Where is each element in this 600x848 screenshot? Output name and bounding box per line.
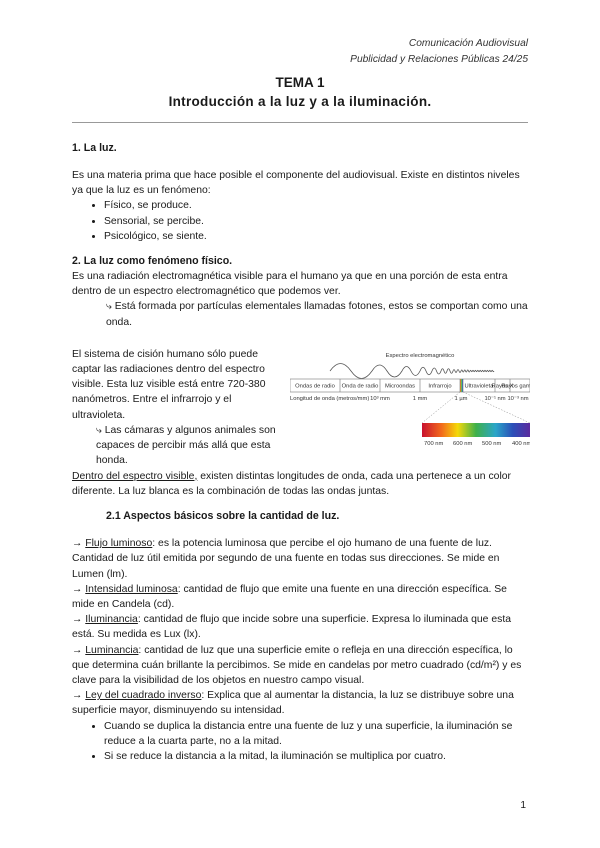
list-item: • Sensorial, se percibe. [104, 214, 530, 229]
section-2-heading: 2. La luz como fenómeno físico. [72, 255, 233, 268]
spectrum-text [72, 347, 282, 469]
inverse-square-list [72, 719, 530, 765]
page-number: 1 [520, 800, 526, 811]
term: Ley del cuadrado inverso [85, 690, 202, 702]
definition-text: : cantidad de luz que una superficie emite o refleja en una dirección específica, lo que determina cuán brillante la percibimos. Se mide en candelas por metro cuadrado (cd/m²) y es clave para la visibilidad de los objetos en nuestro campo visual. [72, 644, 522, 687]
scale-label: 1 µm [454, 395, 468, 402]
term: Iluminancia [85, 614, 138, 626]
section-2-paragraph: Es una radiación electromagnética visible para el humano ya que en una porción de esta entra dentro de un espectro electromagnético que podemos ver. [72, 271, 508, 298]
term: Luminancia [85, 644, 139, 656]
scale-label: 1 mm [412, 395, 428, 402]
definition-text: : cantidad de flujo que emite una fuente en una dirección específica. Se mide en Candela (cd). [72, 583, 507, 611]
page-header [350, 36, 528, 68]
main-content [72, 140, 530, 764]
title-divider [72, 122, 528, 123]
scale-label: 10³ mm [370, 395, 390, 402]
degree-name: Publicidad y Relaciones Públicas 24/25 [350, 54, 528, 65]
arrow-icon: → [72, 690, 86, 702]
band-label: Ondas de radio [295, 383, 335, 390]
visible-label: 600 nm [453, 440, 473, 447]
visible-label: 500 nm [482, 440, 502, 447]
list-item: • Físico, se produce. [104, 198, 530, 213]
arrow-icon: → [72, 538, 86, 550]
paragraph-text: existen distintas longitudes de onda, cada una pertenece a un color diferente. La luz blanca es la combinación de todas las ondas juntas. [72, 470, 511, 498]
definition-text: : cantidad de flujo que incide sobre una superficie. Expresa lo iluminada que esta está. Su medida es Lux (lx). [72, 614, 511, 641]
band-label: Rayos X [491, 383, 514, 390]
spectrum-paragraph: El sistema de cisión humano sólo puede captar las radiaciones dentro del espectro visible. Esta luz visible está entre 720-380 nanómetros. Entre el infrarrojo y el ultravioleta. [72, 348, 266, 421]
definition-item [72, 612, 530, 642]
list-item: • Cuando se duplica la distancia entre una fuente de luz y una superficie, la iluminación se reduce a la cuarta parte, no a la mitad. [104, 719, 530, 749]
page-subtitle: Introducción a la luz y a la iluminación. [168, 94, 432, 109]
section-1-list [72, 198, 530, 244]
visible-label: 400 nm [512, 440, 530, 447]
list-item: • Psicológico, se siente. [104, 229, 530, 244]
wave-line [330, 363, 494, 378]
section-2-1-heading: 2.1 Aspectos básicos sobre la cantidad de luz. [106, 510, 340, 523]
definition-item [72, 536, 530, 582]
term: Intensidad luminosa [85, 583, 178, 595]
section-1-paragraph: Es una materia prima que hace posible el componente del audiovisual. Existe en distintos niveles ya que la luz es un fenómeno: [72, 170, 520, 197]
definition-item [72, 643, 530, 689]
definition-text: : Explica que al aumentar la distancia, la luz se distribuye sobre una superficie mayor, disminuyendo su intensidad. [72, 690, 514, 717]
spectrum-block [72, 347, 530, 469]
list-item: • Si se reduce la distancia a la mitad, la iluminación se multiplica por cuatro. [104, 749, 530, 764]
band-label: Infrarrojo [428, 383, 452, 390]
definition-text: : es la potencia luminosa que percibe el ojo humano de una fuente de luz. Cantidad de luz útil emitida por segundo de una fuente en todas sus direcciones. Se mide en Lumen (lm). [72, 538, 500, 580]
course-name: Comunicación Audiovisual [408, 38, 528, 49]
title-block [0, 74, 600, 112]
page-title: TEMA 1 [275, 75, 325, 90]
band-label: Microondas [385, 383, 415, 390]
section-2-note: ⤷ Está formada por partículas elementales llamadas fotones, estos se comportan como una onda. [106, 301, 528, 328]
scale-label: 10⁻¹ nm [484, 395, 506, 402]
section-2-paragraph-2 [72, 469, 530, 499]
spectrum-note: ⤷ Las cámaras y algunos animales son capaces de percibir más allá que esta honda. [96, 424, 276, 467]
zoom-line [422, 392, 460, 423]
arrow-icon: → [72, 644, 86, 656]
arrow-icon: → [72, 583, 86, 595]
section-1-heading: 1. La luz. [72, 142, 117, 154]
band-label: Ultravioleta [464, 383, 494, 390]
scale-label: 10⁻³ nm [507, 395, 529, 402]
definition-item [72, 582, 530, 612]
visible-band-marker [460, 379, 463, 392]
figure-title: Espectro electromagnético [385, 352, 455, 359]
definition-item [72, 688, 530, 718]
spectrum-diagram [290, 351, 530, 451]
band-label: Rayos gam [501, 383, 530, 390]
arrow-icon: → [72, 614, 86, 626]
visible-label: 700 nm [424, 440, 444, 447]
electromagnetic-spectrum-figure [290, 351, 530, 451]
visible-spectrum-gradient [422, 423, 530, 437]
scale-caption: Longitud de onda (metros/mm) [290, 395, 370, 402]
visible-spectrum-term: Dentro del espectro visible, [72, 470, 198, 482]
term: Flujo luminoso [85, 538, 153, 550]
band-label: Onda de radio [341, 383, 379, 390]
